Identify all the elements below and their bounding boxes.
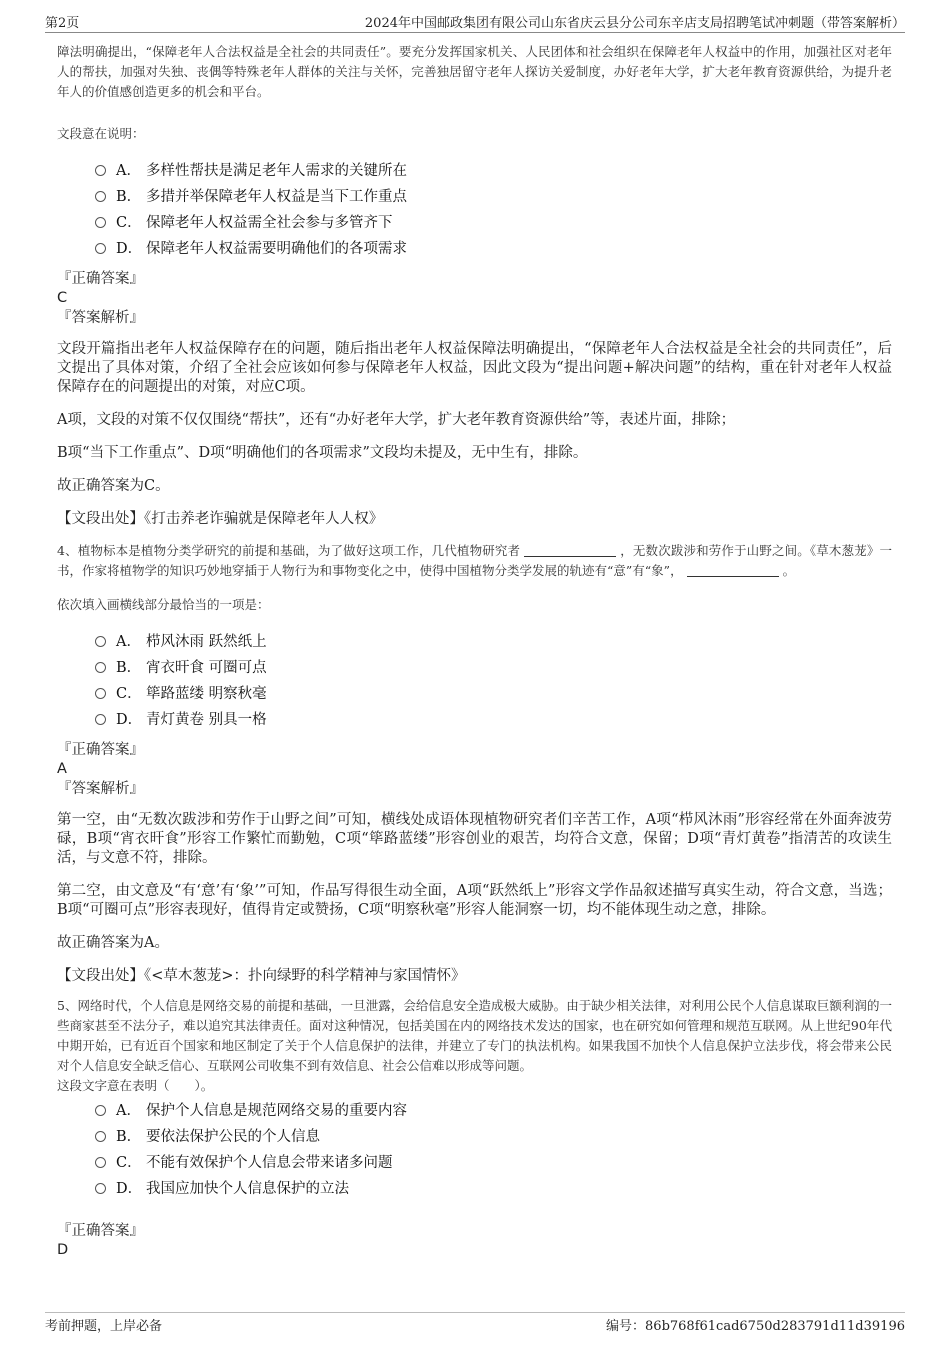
q3-options [95,158,892,262]
q4-analysis-para: 故正确答案为A。 [57,935,169,951]
q3-analysis-para: A项，文段的对策不仅仅围绕“帮扶”，还有“办好老年大学，扩大老年教育资源供给”等，表述片面，排除； [57,412,736,428]
option-item[interactable]: B． 宵衣旰食 可圈可点 [95,655,892,681]
q5-prompt: 这段文字意在表明（ ）。 [57,1078,214,1093]
radio-icon[interactable] [95,1157,106,1168]
q3-analysis-tag: 『答案解析』 [57,310,144,326]
option-item[interactable]: B． 要依法保护公民的个人信息 [95,1124,892,1150]
q3-answer-tag: 『正确答案』 [57,271,144,287]
radio-icon[interactable] [95,662,106,673]
option-item[interactable]: D． 青灯黄卷 别具一格 [95,707,892,733]
q4-analysis-para: 第一空，由“无数次跋涉和劳作于山野之间”可知，横线处成语体现植物研究者们辛苦工作，A项“栉风沐雨”形容经常在外面奔波劳碌，B项“宵衣旰食”形容工作繁忙而勤勉，C项“筚路蓝缕”形容创业的艰苦，均符合文意，保留；D项“青灯黄卷”指清苦的攻读生活，与文意不符，排除。 [57,812,892,866]
option-item[interactable]: C． 保障老年人权益需全社会参与多管齐下 [95,210,892,236]
q3-analysis-para: 文段开篇指出老年人权益保障存在的问题，随后指出老年人权益保障法明确提出，“保障老年人合法权益是全社会的共同责任”，后文提出了具体对策，介绍了全社会应该如何参与保障老年人权益，因此文段为“提出问题+解决问题”的结构，重在针对老年人权益保障存在的问题提出的对策，对应C项。 [57,341,892,395]
page-content [57,42,892,1260]
q4-prompt: 依次填入画横线部分最恰当的一项是： [57,597,270,612]
footer-slogan: 考前押题，上岸必备 [45,1319,163,1334]
radio-icon[interactable] [95,191,106,202]
q3-analysis-para: 故正确答案为C。 [57,478,170,494]
q3-source: 【文段出处】《打击养老诈骗就是保障老年人人权》 [57,511,384,527]
q5-options [95,1098,892,1202]
page-number: 第2页 [45,16,80,31]
q3-analysis-para: B项“当下工作重点”、D项“明确他们的各项需求”文段均未提及，无中生有，排除。 [57,445,588,461]
radio-icon[interactable] [95,688,106,699]
radio-icon[interactable] [95,243,106,254]
q3-passage-tail: 障法明确提出，“保障老年人合法权益是全社会的共同责任”。要充分发挥国家机关、人民团体和社会组织在保障老年人权益中的作用，加强社区对老年人的帮扶，加强对失独、丧偶等特殊老年人群体的关注与关怀，完善独居留守老年人探访关爱制度，办好老年大学，扩大老年教育资源供给，为提升老年人的价值感创造更多的机会和平台。 [57,44,892,99]
q4-stem: 4、植物标本是植物分类学研究的前提和基础，为了做好这项工作，几代植物研究者 ，无数次跋涉和劳作于山野之间。《草木葱茏》一书，作家将植物学的知识巧妙地穿插于人物行为和事物变化之中，使得中国植物分类学发展的轨迹有“意”有“象”， 。 [57,543,892,578]
q4-answer-tag: 『正确答案』 [57,742,144,758]
radio-icon[interactable] [95,217,106,228]
option-item[interactable]: A． 多样性帮扶是满足老年人需求的关键所在 [95,158,892,184]
page-header [45,10,905,33]
q4-options [95,629,892,733]
q4-analysis-tag: 『答案解析』 [57,781,144,797]
q4-answer: A [57,761,67,777]
option-item[interactable]: C． 筚路蓝缕 明察秋毫 [95,681,892,707]
q3-answer: C [57,290,68,306]
radio-icon[interactable] [95,1183,106,1194]
option-item[interactable]: C． 不能有效保护个人信息会带来诸多问题 [95,1150,892,1176]
radio-icon[interactable] [95,1105,106,1116]
blank-line [524,544,616,557]
footer-doc-id: 编号：86b768f61cad6750d283791d11d39196 [606,1319,905,1334]
option-item[interactable]: D． 我国应加快个人信息保护的立法 [95,1176,892,1202]
radio-icon[interactable] [95,1131,106,1142]
q4-analysis-para: 第二空，由文意及“有‘意’有‘象’”可知，作品写得很生动全面，A项“跃然纸上”形容文学作品叙述描写真实生动，符合文意，当选；B项“可圈可点”形容表现好，值得肯定或赞扬，C项“明察秋毫”形容人能洞察一切，均不能体现生动之意，排除。 [57,883,892,918]
option-item[interactable]: A． 保护个人信息是规范网络交易的重要内容 [95,1098,892,1124]
q3-prompt: 文段意在说明： [57,126,145,141]
q5-answer-tag: 『正确答案』 [57,1223,144,1239]
q5-stem: 5、网络时代，个人信息是网络交易的前提和基础，一旦泄露，会给信息安全造成极大威胁。由于缺少相关法律，对利用公民个人信息谋取巨额利润的一些商家甚至不法分子，难以追究其法律责任。面对这种情况，包括美国在内的网络技术发达的国家，也在研究如何管理和规范互联网。从上世纪90年代中期开始，已有近百个国家和地区制定了关于个人信息保护的法律，并建立了专门的执法机构。如果我国不加快个人信息保护立法步伐，将会带来公民对个人信息安全缺乏信心、互联网公司收集不到有效信息、社会公信难以形成等问题。 [57,998,892,1073]
q4-source: 【文段出处】《<草木葱茏>：扑向绿野的科学精神与家国情怀》 [57,968,466,984]
option-item[interactable]: B． 多措并举保障老年人权益是当下工作重点 [95,184,892,210]
option-item[interactable]: D． 保障老年人权益需要明确他们的各项需求 [95,236,892,262]
page-footer [45,1312,905,1334]
document-title: 2024年中国邮政集团有限公司山东省庆云县分公司东辛店支局招聘笔试冲刺题（带答案解析） [364,16,905,31]
option-item[interactable]: A． 栉风沐雨 跃然纸上 [95,629,892,655]
radio-icon[interactable] [95,636,106,647]
q5-answer: D [57,1242,69,1258]
blank-line [687,564,779,577]
radio-icon[interactable] [95,165,106,176]
radio-icon[interactable] [95,714,106,725]
